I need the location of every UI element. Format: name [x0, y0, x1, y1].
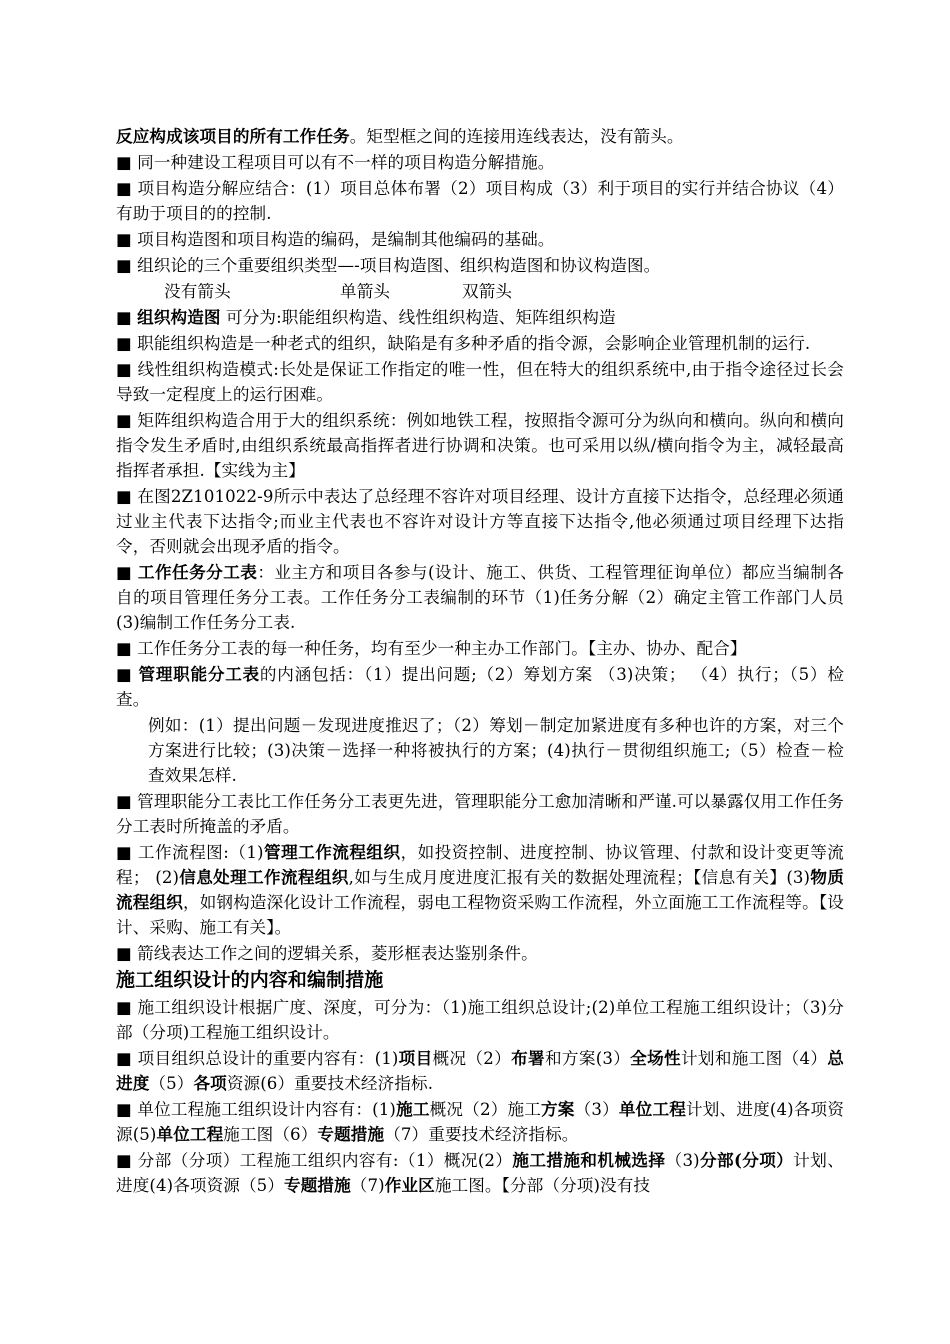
paragraph — [116, 995, 844, 1045]
paragraph — [116, 357, 844, 407]
bold-term: 反应构成该项目的所有工作任务 — [116, 126, 350, 146]
paragraph — [116, 789, 844, 839]
bold-term: 组织构造图 — [137, 307, 221, 327]
paragraph — [116, 560, 844, 635]
paragraph — [116, 253, 844, 278]
bold-term: 单位工程 — [156, 1124, 224, 1144]
document-page — [116, 124, 844, 1199]
paragraph — [116, 408, 844, 483]
text-run: ■ 箭线表达工作之间的逻辑关系，菱形框表达鉴别条件。 — [116, 944, 538, 963]
text-run: ■ — [116, 308, 138, 327]
paragraph — [116, 662, 844, 712]
paragraph — [116, 1148, 844, 1198]
text-run: ■ 项目构造分解应结合：(1）项目总体布署（2）项目构成（3）利于项目的实行并结合协议（4）有助于项目的的控制. — [116, 179, 844, 223]
bold-term: 专题措施 — [284, 1175, 351, 1195]
paragraph — [116, 840, 844, 940]
paragraph — [116, 941, 844, 966]
text-run: ■ 管理职能分工表比工作任务分工表更先进，管理职能分工愈加清晰和严谨.可以暴露仅用工作任务分工表时所掩盖的矛盾。 — [116, 792, 844, 836]
text-run: ，如投资控制、进度控制、协议管理、付款和设计变更等流程； (2) — [116, 843, 844, 887]
bold-term: 专题措施 — [317, 1124, 385, 1144]
bold-term: 工作任务分工表 — [137, 562, 258, 582]
bold-term: 作业区 — [384, 1175, 435, 1195]
text-run: ■ 分部（分项）工程施工组织内容有:（1）概况(2） — [116, 1151, 513, 1170]
text-run: ■ 工作流程图:（1) — [116, 843, 264, 862]
bold-term: 布署 — [511, 1048, 545, 1068]
paragraph — [116, 636, 844, 661]
paragraph — [116, 176, 844, 226]
text-run: ■ — [116, 563, 138, 582]
text-run: 和方案(3） — [544, 1049, 631, 1068]
text-run: （3） — [574, 1100, 619, 1119]
arrow-type-label: 单箭头 — [340, 282, 391, 301]
bold-term: 方案 — [541, 1099, 575, 1119]
bold-term: 施工 — [395, 1099, 430, 1119]
text-run: ，如钢构造深化设计工作流程，弱电工程物资采购工作流程，外立面施工工作流程等。【设计、采购、施工有关】。 — [116, 893, 845, 937]
text-run: 施工图（6） — [223, 1125, 318, 1144]
text-run: ：业主方和项目各参与(设计、施工、供货、工程管理征询单位）都应当编制各自的项目管理任务分工表。工作任务分工表编制的环节（1)任务分解（2）确定主管工作部门人员(3)编制工作任务分工表. — [116, 563, 844, 632]
text-run: ■ 线性组织构造模式:长处是保证工作指定的唯一性，但在特大的组织系统中,由于指令途径过长会导致一定程度上的运行困难。 — [116, 360, 844, 404]
paragraph — [116, 1046, 844, 1096]
bold-term: 物质流程组织 — [116, 867, 845, 912]
section-heading: 施工组织设计的内容和编制措施 — [116, 969, 384, 991]
text-run: （7）重要技术经济指标。 — [384, 1125, 579, 1144]
text-run: 施工图。【分部（分项)没有技 — [434, 1176, 651, 1195]
bold-term: 信息处理工作流程组织 — [179, 867, 349, 887]
text-run: （3) — [665, 1151, 700, 1170]
text-run: （5） — [149, 1074, 194, 1093]
text-run: 例如：(1）提出问题－发现进度推迟了；（2）筹划－制定加紧进度有多种也许的方案，对三个方案进行比较；(3)决策－选择一种将被执行的方案；(4)执行－贯彻组织施工;（5）检查－检查效果怎样. — [148, 716, 844, 785]
bold-term: 项目 — [398, 1048, 433, 1068]
text-run: 计划和施工图（4） — [680, 1049, 828, 1068]
bold-term: 各项 — [193, 1073, 227, 1093]
paragraph — [116, 484, 844, 559]
bold-term: 管理职能分工表 — [138, 664, 260, 684]
bold-term: 分部(分项） — [699, 1150, 794, 1170]
text-run: 资源(6）重要技术经济指标. — [226, 1074, 434, 1093]
text-run: ■ 同一种建设工程项目可以有不一样的项目构造分解措施。 — [116, 153, 555, 172]
text-run: （7) — [350, 1176, 385, 1195]
text-run: 计划、进度(4)各项资源(5) — [116, 1100, 845, 1144]
paragraph — [116, 305, 844, 330]
text-run: 概况（2） — [432, 1049, 512, 1068]
text-run: 计划、进度(4)各项资源（5） — [116, 1151, 845, 1195]
text-run: 的内涵包括：（1）提出问题;（2）筹划方案 （3)决策； （4）执行；（5）检查。 — [116, 665, 845, 709]
arrow-type-label: 双箭头 — [462, 282, 513, 301]
bold-term: 全场性 — [630, 1048, 681, 1068]
arrow-type-label: 没有箭头 — [164, 282, 231, 301]
text-run: ■ 工作任务分工表的每一种任务，均有至少一种主办工作部门。【主办、协办、配合】 — [116, 639, 747, 658]
text-run: ■ 职能组织构造是一种老式的组织，缺陷是有多种矛盾的指令源，会影响企业管理机制的运行. — [116, 334, 811, 353]
text-run: ,如与生成月度进度汇报有关的数据处理流程；【信息有关】(3) — [348, 868, 811, 887]
arrow-type-labels — [116, 279, 844, 304]
bold-term: 总进度 — [116, 1048, 844, 1093]
text-run: ■ 矩阵组织构造合用于大的组织系统：例如地铁工程，按照指令源可分为纵向和横向。纵向和横向指令发生矛盾时,由组织系统最高指挥者进行协调和决策。也可采用以纵/横向指令为主，减轻最高指挥者承担.【实线为主】 — [116, 411, 844, 480]
paragraph — [116, 227, 844, 252]
text-run: ■ — [116, 665, 139, 684]
text-run: ■ 单位工程施工组织设计内容有：(1) — [116, 1100, 396, 1119]
paragraph — [116, 331, 844, 356]
text-run: 可分为:职能组织构造、线性组织构造、矩阵组织构造 — [220, 308, 616, 327]
text-run: ■ 项目构造图和项目构造的编码，是编制其他编码的基础。 — [116, 230, 555, 249]
paragraph — [116, 1097, 844, 1147]
text-run: ■ 组织论的三个重要组织类型—-项目构造图、组织构造图和协议构造图。 — [116, 256, 661, 275]
text-run: 。矩型框之间的连接用连线表达，没有箭头。 — [349, 127, 684, 146]
text-run: ■ 施工组织设计根据广度、深度，可分为：（1)施工组织总设计;(2)单位工程施工组织设计；（3)分部（分项)工程施工组织设计。 — [116, 998, 844, 1042]
text-run: ■ 在图2Z101022-9所示中表达了总经理不容许对项目经理、设计方直接下达指令，总经理必须通过业主代表下达指令;而业主代表也不容许对设计方等直接下达指令,他必须通过项目经理下达指令，否则就会出现矛盾的指令。 — [116, 487, 844, 556]
paragraph — [116, 150, 844, 175]
text-run: ■ 项目组织总设计的重要内容有：(1) — [116, 1049, 399, 1068]
bold-term: 施工措施和机械选择 — [512, 1150, 666, 1170]
text-run: 概况（2）施工 — [429, 1100, 542, 1119]
paragraph — [116, 713, 844, 788]
paragraph — [116, 124, 844, 149]
bold-term: 单位工程 — [618, 1099, 686, 1119]
bold-term: 管理工作流程组织 — [263, 842, 401, 862]
